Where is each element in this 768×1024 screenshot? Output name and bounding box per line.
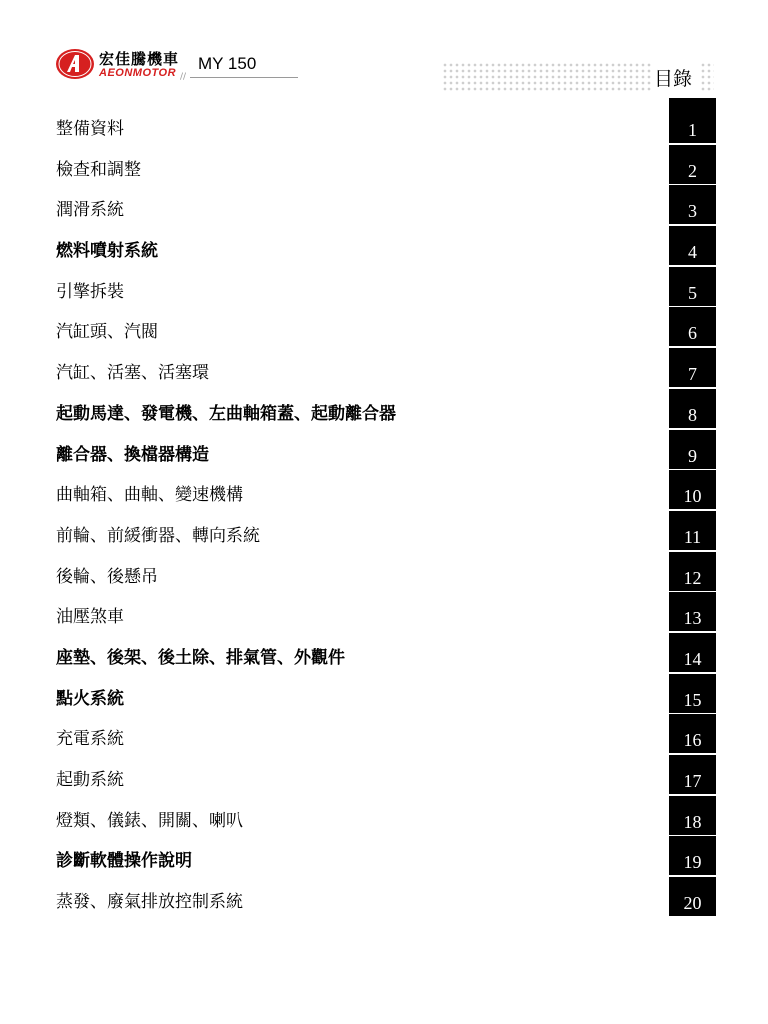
chapter-number-tab <box>669 633 716 672</box>
chapter-number-tab <box>669 430 716 469</box>
chapter-number-tab <box>669 389 716 428</box>
dot-pattern-decoration <box>442 62 652 92</box>
chapter-number: 4 <box>688 242 697 263</box>
toc-entry-title: 充電系統 <box>56 729 124 750</box>
toc-entry-title: 蒸發、廢氣排放控制系統 <box>56 892 243 913</box>
toc-entry[interactable] <box>0 389 768 430</box>
toc-entry[interactable] <box>0 145 768 186</box>
toc-entry[interactable] <box>0 714 768 755</box>
table-of-contents <box>0 104 768 918</box>
toc-entry-title: 油壓煞車 <box>56 607 124 628</box>
toc-entry-title: 汽缸頭、汽閥 <box>56 322 158 343</box>
toc-entry[interactable] <box>0 104 768 145</box>
model-name: MY 150 <box>198 54 257 73</box>
chapter-number: 2 <box>688 160 697 181</box>
brand-name-cn: 宏佳騰機車 <box>99 50 180 68</box>
chapter-number: 6 <box>688 323 697 344</box>
chapter-number-tab <box>669 307 716 346</box>
toc-entry[interactable] <box>0 552 768 593</box>
brand-name-en: AEONMOTOR <box>99 67 177 79</box>
chapter-number-tab <box>669 755 716 794</box>
chapter-number-tab <box>669 796 716 835</box>
toc-entry[interactable] <box>0 185 768 226</box>
toc-entry[interactable] <box>0 796 768 837</box>
chapter-number-tab <box>669 470 716 509</box>
chapter-number: 15 <box>683 689 702 710</box>
chapter-number: 1 <box>688 120 697 140</box>
chapter-number: 3 <box>688 201 697 222</box>
chapter-number: 12 <box>683 567 702 588</box>
page-title: 目錄 <box>654 68 693 90</box>
chapter-number-tab <box>669 145 716 184</box>
toc-entry[interactable] <box>0 592 768 633</box>
decorative-slashes: // <box>180 72 187 82</box>
toc-entry-title: 前輪、前緩衝器、轉向系統 <box>56 525 260 546</box>
toc-entry[interactable] <box>0 226 768 267</box>
toc-entry[interactable] <box>0 633 768 674</box>
toc-entry[interactable] <box>0 877 768 918</box>
chapter-number-tab <box>669 552 716 591</box>
toc-entry-title: 整備資料 <box>56 119 124 139</box>
toc-entry-title: 起動馬達、發電機、左曲軸箱蓋、起動離合器 <box>56 403 396 424</box>
chapter-number: 7 <box>688 364 697 385</box>
chapter-number-tab <box>669 267 716 306</box>
chapter-number: 5 <box>688 282 697 303</box>
toc-entry-title: 後輪、後懸吊 <box>56 566 158 587</box>
toc-entry[interactable] <box>0 836 768 877</box>
toc-entry-title: 離合器、換檔器構造 <box>56 444 209 465</box>
chapter-number: 8 <box>688 404 697 425</box>
toc-entry-title: 診斷軟體操作說明 <box>56 851 192 872</box>
chapter-number-tab <box>669 674 716 713</box>
toc-entry[interactable] <box>0 267 768 308</box>
toc-entry-title: 檢查和調整 <box>56 159 141 180</box>
toc-entry[interactable] <box>0 307 768 348</box>
toc-entry[interactable] <box>0 470 768 511</box>
toc-entry-title: 潤滑系統 <box>56 200 124 221</box>
toc-entry-title: 燈類、儀錶、開關、喇叭 <box>56 810 243 831</box>
chapter-number-tab <box>669 836 716 875</box>
chapter-number: 14 <box>683 648 702 669</box>
toc-entry-title: 汽缸、活塞、活塞環 <box>56 363 209 384</box>
page-header <box>0 0 768 100</box>
chapter-number-tab <box>669 226 716 265</box>
toc-entry[interactable] <box>0 755 768 796</box>
toc-entry-title: 燃料噴射系統 <box>56 241 158 262</box>
chapter-number: 18 <box>683 811 702 832</box>
chapter-number: 19 <box>683 852 702 873</box>
aeon-logo-icon <box>55 48 95 80</box>
chapter-number: 13 <box>683 608 702 629</box>
chapter-number: 17 <box>683 771 702 791</box>
toc-entry[interactable] <box>0 674 768 715</box>
chapter-number-tab <box>669 185 716 224</box>
chapter-number: 16 <box>683 730 702 751</box>
chapter-number: 9 <box>688 445 697 466</box>
dot-pattern-decoration-right <box>700 62 714 92</box>
header-rule <box>190 77 298 78</box>
toc-entry[interactable] <box>0 511 768 552</box>
chapter-number-tab <box>669 98 716 143</box>
chapter-number-tab <box>669 348 716 387</box>
chapter-number: 10 <box>683 486 702 507</box>
chapter-number-tab <box>669 877 716 916</box>
toc-entry-title: 起動系統 <box>56 770 124 790</box>
toc-entry[interactable] <box>0 348 768 389</box>
chapter-number-tab <box>669 592 716 631</box>
toc-entry-title: 座墊、後架、後土除、排氣管、外觀件 <box>56 647 345 668</box>
chapter-number-tab <box>669 511 716 550</box>
toc-entry-title: 引擎拆裝 <box>56 281 124 302</box>
toc-entry-title: 曲軸箱、曲軸、變速機構 <box>56 485 243 506</box>
chapter-number: 20 <box>683 893 702 914</box>
chapter-number: 11 <box>683 526 702 547</box>
toc-entry[interactable] <box>0 430 768 471</box>
chapter-number-tab <box>669 714 716 753</box>
toc-entry-title: 點火系統 <box>56 688 124 709</box>
